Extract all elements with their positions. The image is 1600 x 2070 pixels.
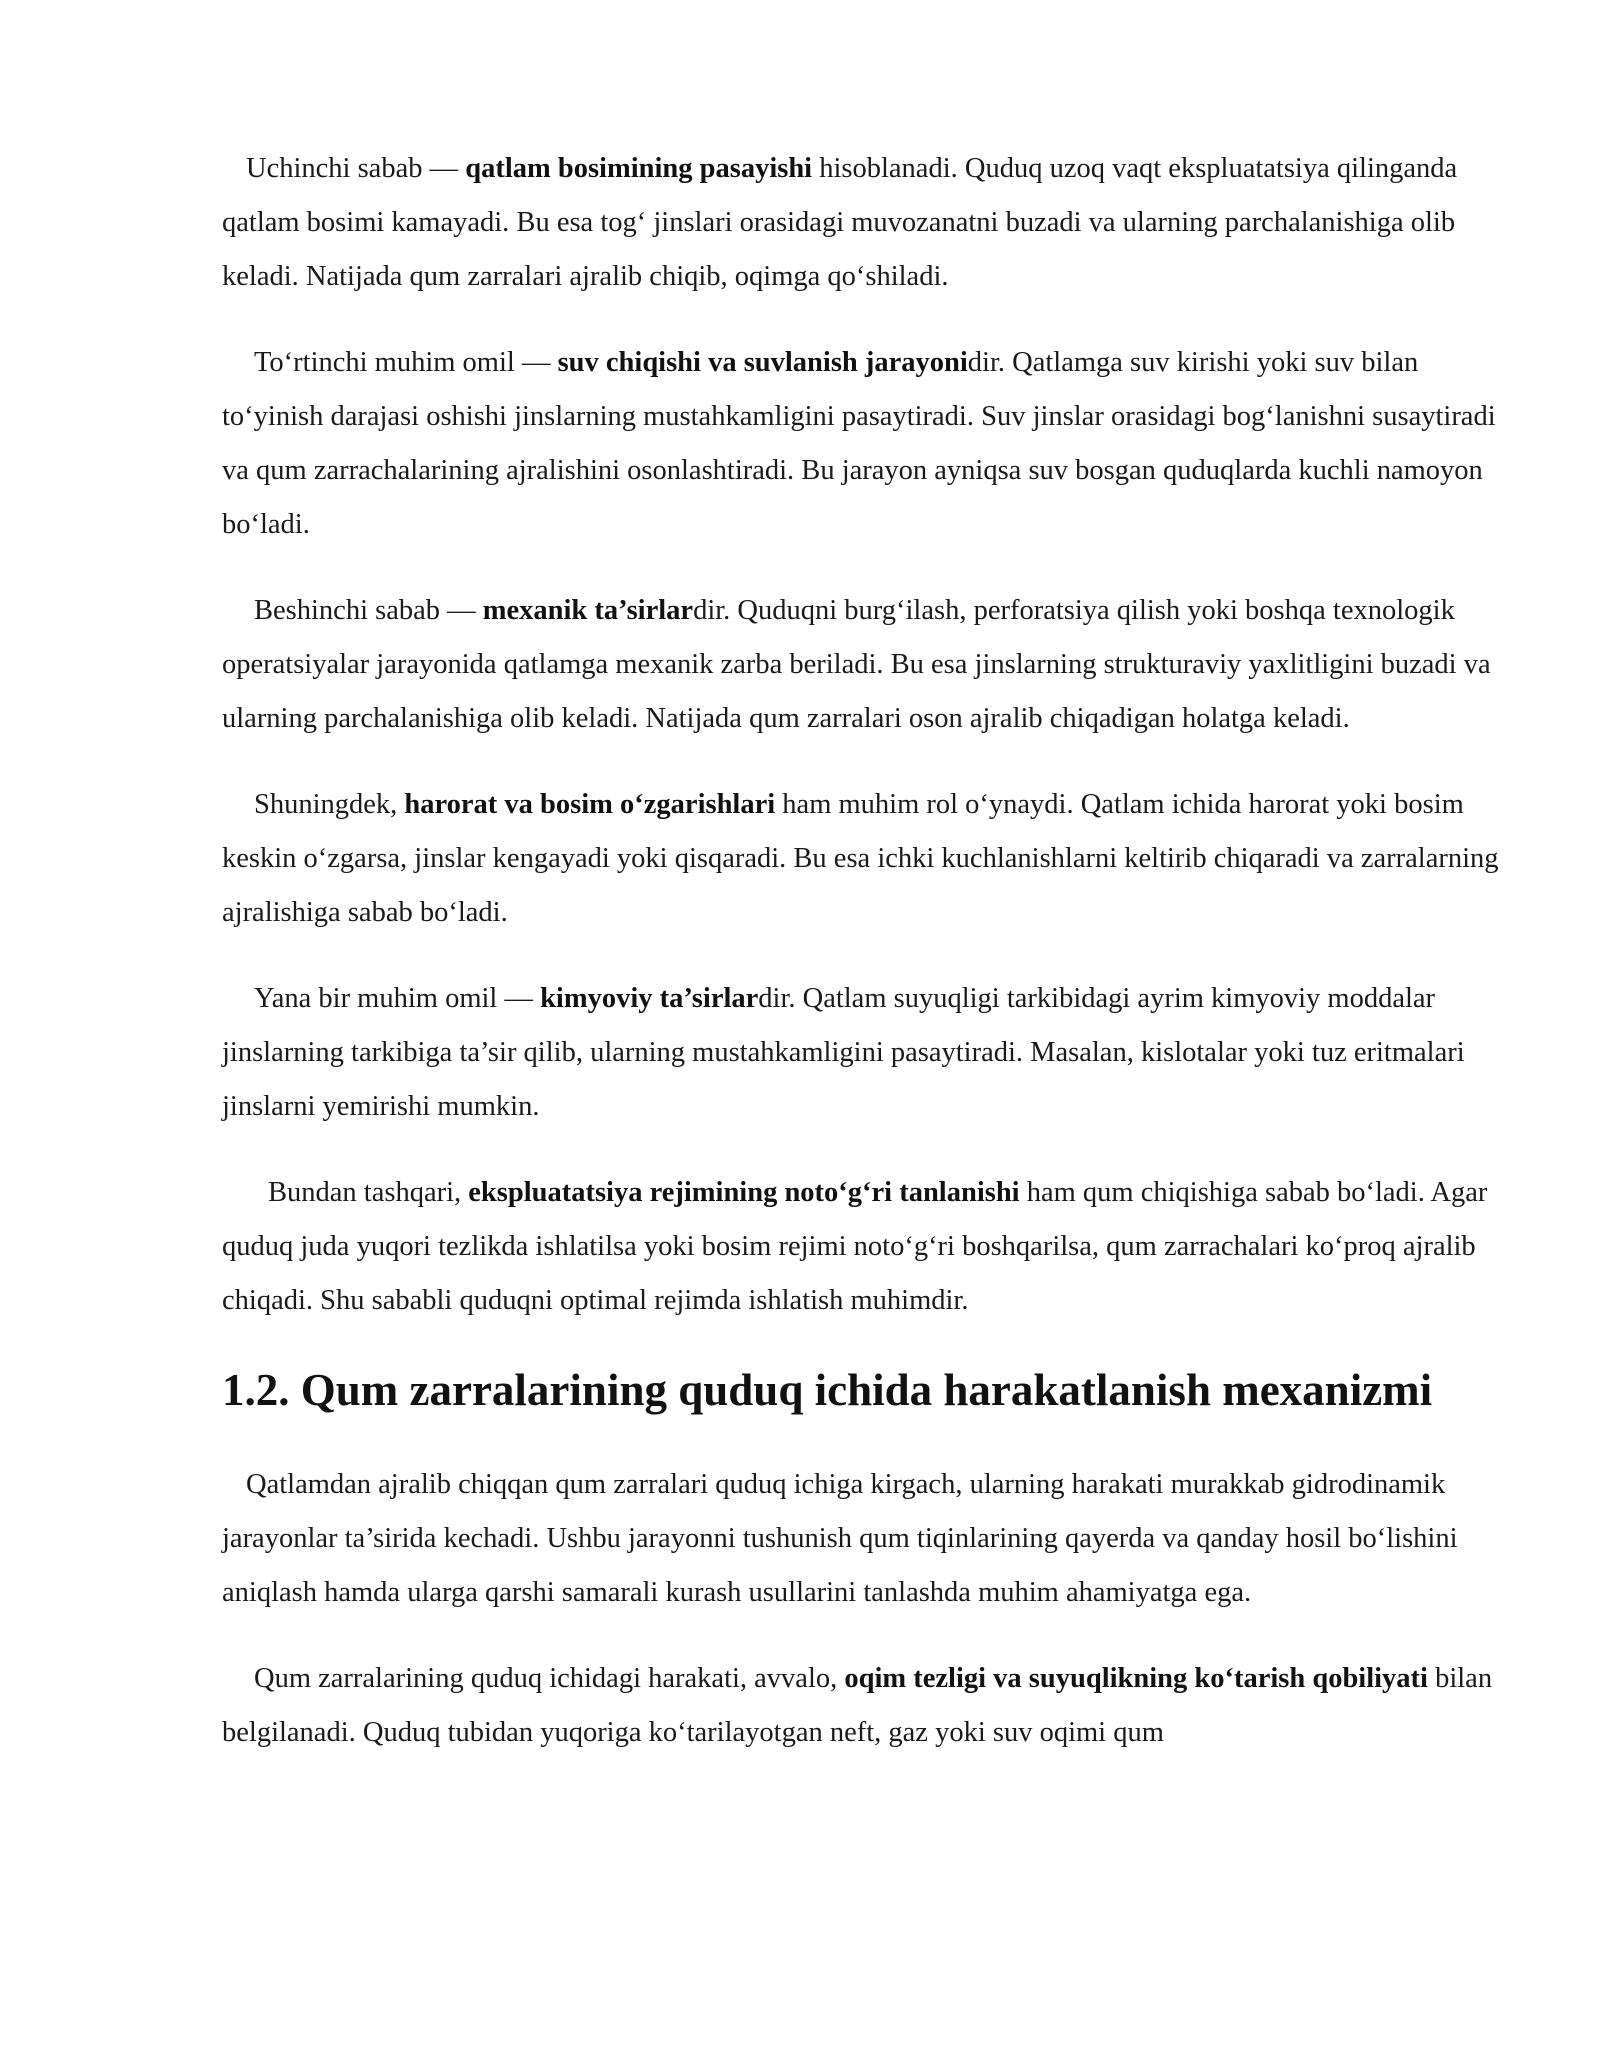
- paragraph-text: Bundan tashqari,: [268, 1177, 469, 1208]
- paragraphs-after-heading: [222, 1458, 1506, 1760]
- paragraph-text: bilan belgilanadi. Quduq tubidan yuqoriga ko‘tarilayotgan neft, gaz yoki suv oqimi qum: [222, 1663, 1493, 1748]
- paragraphs-before-heading: [222, 142, 1506, 1328]
- paragraph-text: Beshinchi sabab —: [254, 595, 483, 626]
- bold-term: ekspluatatsiya rejimining noto‘g‘ri tanlanishi: [468, 1177, 1020, 1208]
- paragraph-text: Qatlamdan ajralib chiqqan qum zarralari quduq ichiga kirgach, ularning harakati murakkab gidrodinamik jarayonlar ta’sirida kechadi. Ushbu jarayonni tushunish qum tiqinlarining qayerda va qanday hosil bo‘lishini aniqlash hamda ularga qarshi samarali kurash usullarini tanlashda muhim ahamiyatga ega.: [222, 1469, 1458, 1608]
- body-paragraph: [222, 1166, 1506, 1328]
- paragraph-text: ham qum chiqishiga sabab bo‘ladi. Agar quduq juda yuqori tezlikda ishlatilsa yoki bosim rejimi noto‘g‘ri boshqarilsa, qum zarrachalari ko‘proq ajralib chiqadi. Shu sababli quduqni optimal rejimda ishlatish muhimdir.: [222, 1177, 1488, 1316]
- body-paragraph: [222, 142, 1506, 304]
- bold-term: mexanik ta’sirlar: [482, 595, 694, 626]
- paragraph-text: Yana bir muhim omil —: [254, 983, 541, 1014]
- paragraph-text: Uchinchi sabab —: [246, 153, 466, 184]
- bold-term: oqim tezligi va suyuqlikning ko‘tarish qobiliyati: [844, 1663, 1428, 1694]
- body-paragraph: [222, 1652, 1506, 1760]
- paragraph-text: dir. Quduqni burg‘ilash, perforatsiya qilish yoki boshqa texnologik operatsiyalar jarayonida qatlamga mexanik zarba beriladi. Bu esa jinslarning strukturaviy yaxlitligini buzadi va ularning parchalanishiga olib keladi. Natijada qum zarralari oson ajralib chiqadigan holatga keladi.: [222, 595, 1491, 734]
- bold-term: suv chiqishi va suvlanish jarayoni: [557, 347, 968, 378]
- paragraph-text: dir. Qatlam suyuqligi tarkibidagi ayrim kimyoviy moddalar jinslarning tarkibiga ta’sir qilib, ularning mustahkamligini pasaytiradi. Masalan, kislotalar yoki tuz eritmalari jinslarni yemirishi mumkin.: [222, 983, 1465, 1122]
- paragraph-text: Shuningdek,: [254, 789, 405, 820]
- body-paragraph: [222, 584, 1506, 746]
- body-paragraph: [222, 778, 1506, 940]
- paragraph-text: ham muhim rol o‘ynaydi. Qatlam ichida harorat yoki bosim keskin o‘zgarsa, jinslar kengayadi yoki qisqaradi. Bu esa ichki kuchlanishlarni keltirib chiqaradi va zarralarning ajralishiga sabab bo‘ladi.: [222, 789, 1499, 928]
- bold-term: harorat va bosim o‘zgarishlari: [404, 789, 776, 820]
- body-paragraph: [222, 1458, 1506, 1620]
- bold-term: qatlam bosimining pasayishi: [465, 153, 813, 184]
- paragraph-text: Qum zarralarining quduq ichidagi harakati, avvalo,: [254, 1663, 845, 1694]
- section-heading: 1.2. Qum zarralarining quduq ichida harakatlanish mexanizmi: [222, 1365, 1433, 1415]
- paragraph-text: To‘rtinchi muhim omil —: [254, 347, 558, 378]
- paragraph-text: hisoblanadi. Quduq uzoq vaqt ekspluatatsiya qilinganda qatlam bosimi kamayadi. Bu esa tog‘ jinslari orasidagi muvozanatni buzadi va ularning parchalanishiga olib keladi. Natijada qum zarralari ajralib chiqib, oqimga qo‘shiladi.: [222, 153, 1458, 292]
- bold-term: kimyoviy ta’sirlar: [540, 983, 759, 1014]
- paragraph-text: dir. Qatlamga suv kirishi yoki suv bilan to‘yinish darajasi oshishi jinslarning mustahkamligini pasaytiradi. Suv jinslar orasidagi bog‘lanishni susaytiradi va qum zarrachalarining ajralishini osonlashtiradi. Bu jarayon ayniqsa suv bosgan quduqlarda kuchli namoyon bo‘ladi.: [222, 347, 1496, 540]
- body-paragraph: [222, 972, 1506, 1134]
- document-body: [222, 142, 1506, 1792]
- body-paragraph: [222, 336, 1506, 552]
